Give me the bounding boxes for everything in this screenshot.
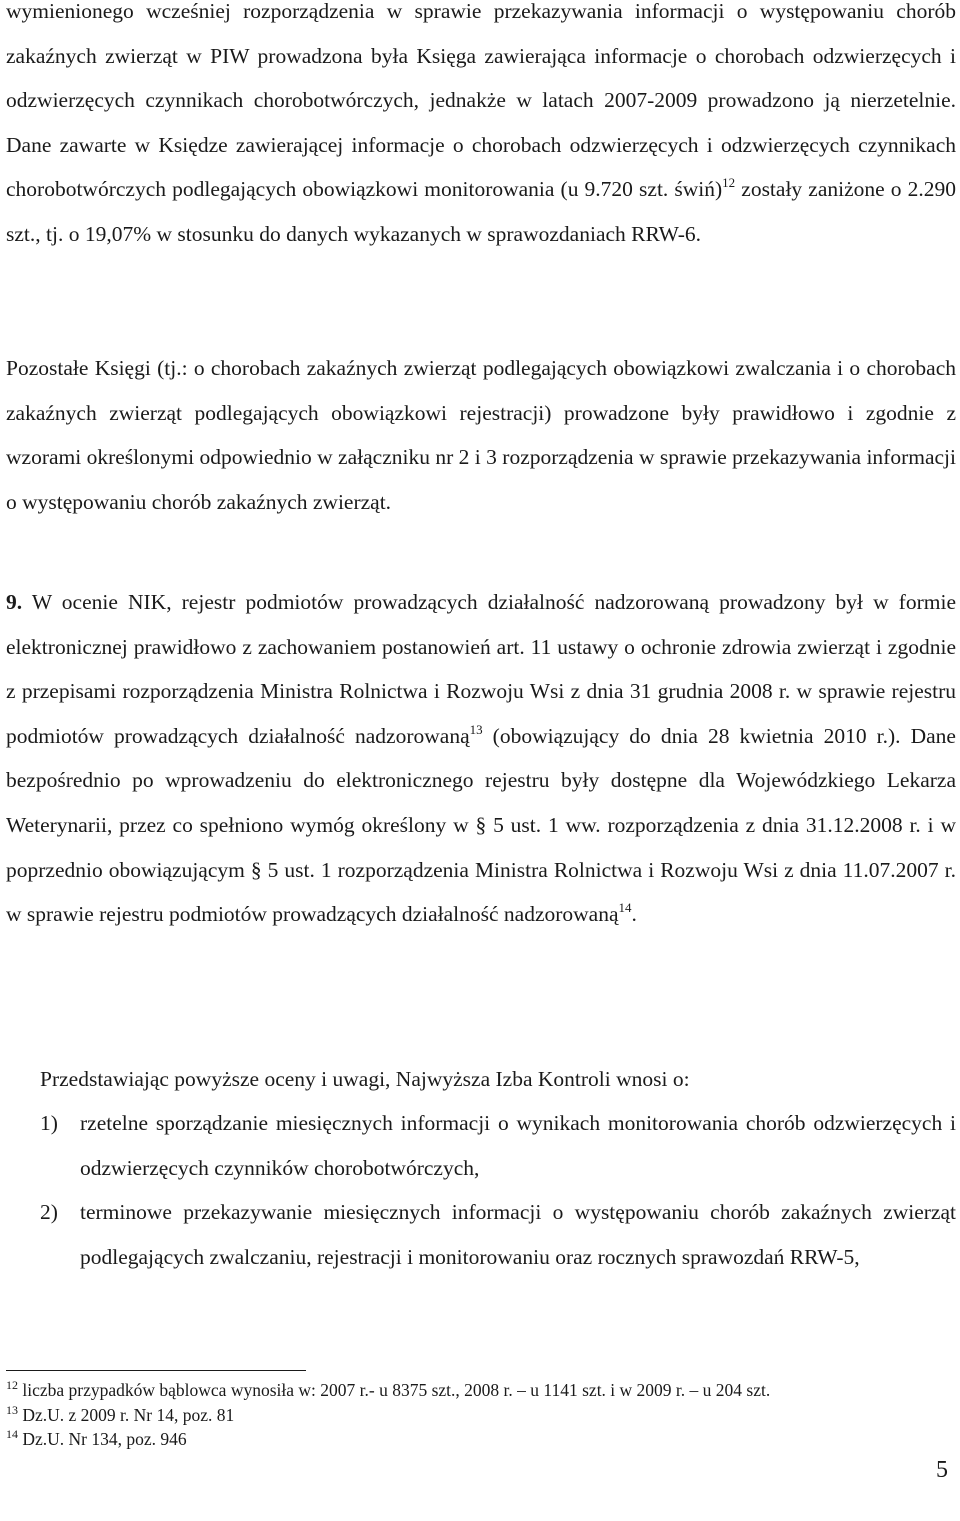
paragraph-3-text-b: (obowiązujący do dnia 28 kwietnia 2010 r.). Dane bezpośrednio po wprowadzeniu do elektronicznego rejestru były dostępne dla Wojewódzkiego Lekarza Weterynarii, przez co spełniono wymóg określony w § 5 ust. 1 ww. rozporządzenia z dnia 31.12.2008 r. i w poprzednio obowiązującym § 5 ust. 1 rozporządzenia Ministra Rolnictwa i Rozwoju Wsi z dnia 11.07.2007 r. w sprawie rejestru podmiotów prowadzących działalność nadzorowaną [6,723,956,927]
footnote-ref-13[interactable]: 13 [469,721,483,737]
list-item-number: 2) [40,1200,58,1225]
paragraph-3 [6,580,956,937]
footnote-text: Dz.U. z 2009 r. Nr 14, poz. 81 [18,1404,235,1425]
footnote-14 [6,1427,956,1452]
paragraph-4-text: Przedstawiając powyższe oceny i uwagi, Najwyższa Izba Kontroli wnosi o: [40,1067,690,1091]
footnote-ref-14[interactable]: 14 [618,900,632,916]
footnote-separator [6,1370,306,1371]
section-number: 9. [6,590,23,614]
list-item-number: 1) [40,1111,58,1135]
footnote-number: 12 [6,1378,18,1392]
footnote-number: 14 [6,1427,18,1441]
footnote-13 [6,1403,956,1428]
recommendations-list [40,1101,956,1279]
paragraph-1-text-b: zostały zaniżone o 2.290 szt., tj. o 19,07% w stosunku do danych wykazanych w sprawozdaniach RRW-6. [6,177,956,246]
list-item-text: terminowe przekazywanie miesięcznych informacji o występowaniu chorób zakaźnych zwierząt podlegających zwalczaniu, rejestracji i monitorowaniu oraz rocznych sprawozdań RRW-5, [80,1200,956,1269]
footnote-text: Dz.U. Nr 134, poz. 946 [18,1429,187,1449]
list-item [40,1190,956,1279]
footnote-12 [6,1378,956,1403]
footnotes [6,1378,956,1452]
paragraph-3-text-c: . [631,902,637,927]
paragraph-3-text-a: W ocenie NIK, rejestr podmiotów prowadzących działalność nadzorowaną prowadzony był w formie elektronicznej prawidłowo z zachowaniem postanowień art. 11 ustawy o ochronie zdrowia zwierząt i zgodnie z przepisami rozporządzenia Ministra Rolnictwa i Rozwoju Wsi z dnia 31 grudnia 2008 r. w sprawie rejestru podmiotów prowadzących działalność nadzorowaną [6,590,956,748]
footnote-text: liczba przypadków bąblowca wynosiła w: 2007 r.- u 8375 szt., 2008 r. – u 1141 szt. i w 2009 r. – u 204 szt. [18,1380,771,1400]
footnote-number: 13 [6,1402,18,1417]
footnote-ref-12[interactable]: 12 [722,175,736,191]
list-item [40,1101,956,1190]
list-item-text: rzetelne sporządzanie miesięcznych informacji o wynikach monitorowania chorób odzwierzęcych i odzwierzęcych czynników chorobotwórczych, [80,1111,956,1180]
paragraph-2-text: Pozostałe Księgi (tj.: o chorobach zakaźnych zwierząt podlegających obowiązkowi zwalczania i o chorobach zakaźnych zwierząt podlegających obowiązkowi rejestracji) prowadzone były prawidłowo i zgodnie z wzorami określonymi odpowiednio w załączniku nr 2 i 3 rozporządzenia w sprawie przekazywania informacji o występowaniu chorób zakaźnych zwierząt. [6,356,956,514]
paragraph-2 [6,346,956,524]
page-number: 5 [936,1457,948,1483]
paragraph-4 [40,1057,956,1102]
paragraph-1-text-a: wymienionego wcześniej rozporządzenia w sprawie przekazywania informacji o występowaniu chorób zakaźnych zwierząt w PIW prowadzona była Księga zawierająca informacje o chorobach odzwierzęcych i odzwierzęcych czynnikach chorobotwórczych, jednakże w latach 2007-2009 prowadzono ją nierzetelnie. Dane zawarte w Księdze zawierającej informacje o chorobach odzwierzęcych i odzwierzęcych czynnikach chorobotwórczych podlegających obowiązkowi monitorowania (u 9.720 szt. świń) [6,0,956,202]
paragraph-1 [6,0,956,257]
